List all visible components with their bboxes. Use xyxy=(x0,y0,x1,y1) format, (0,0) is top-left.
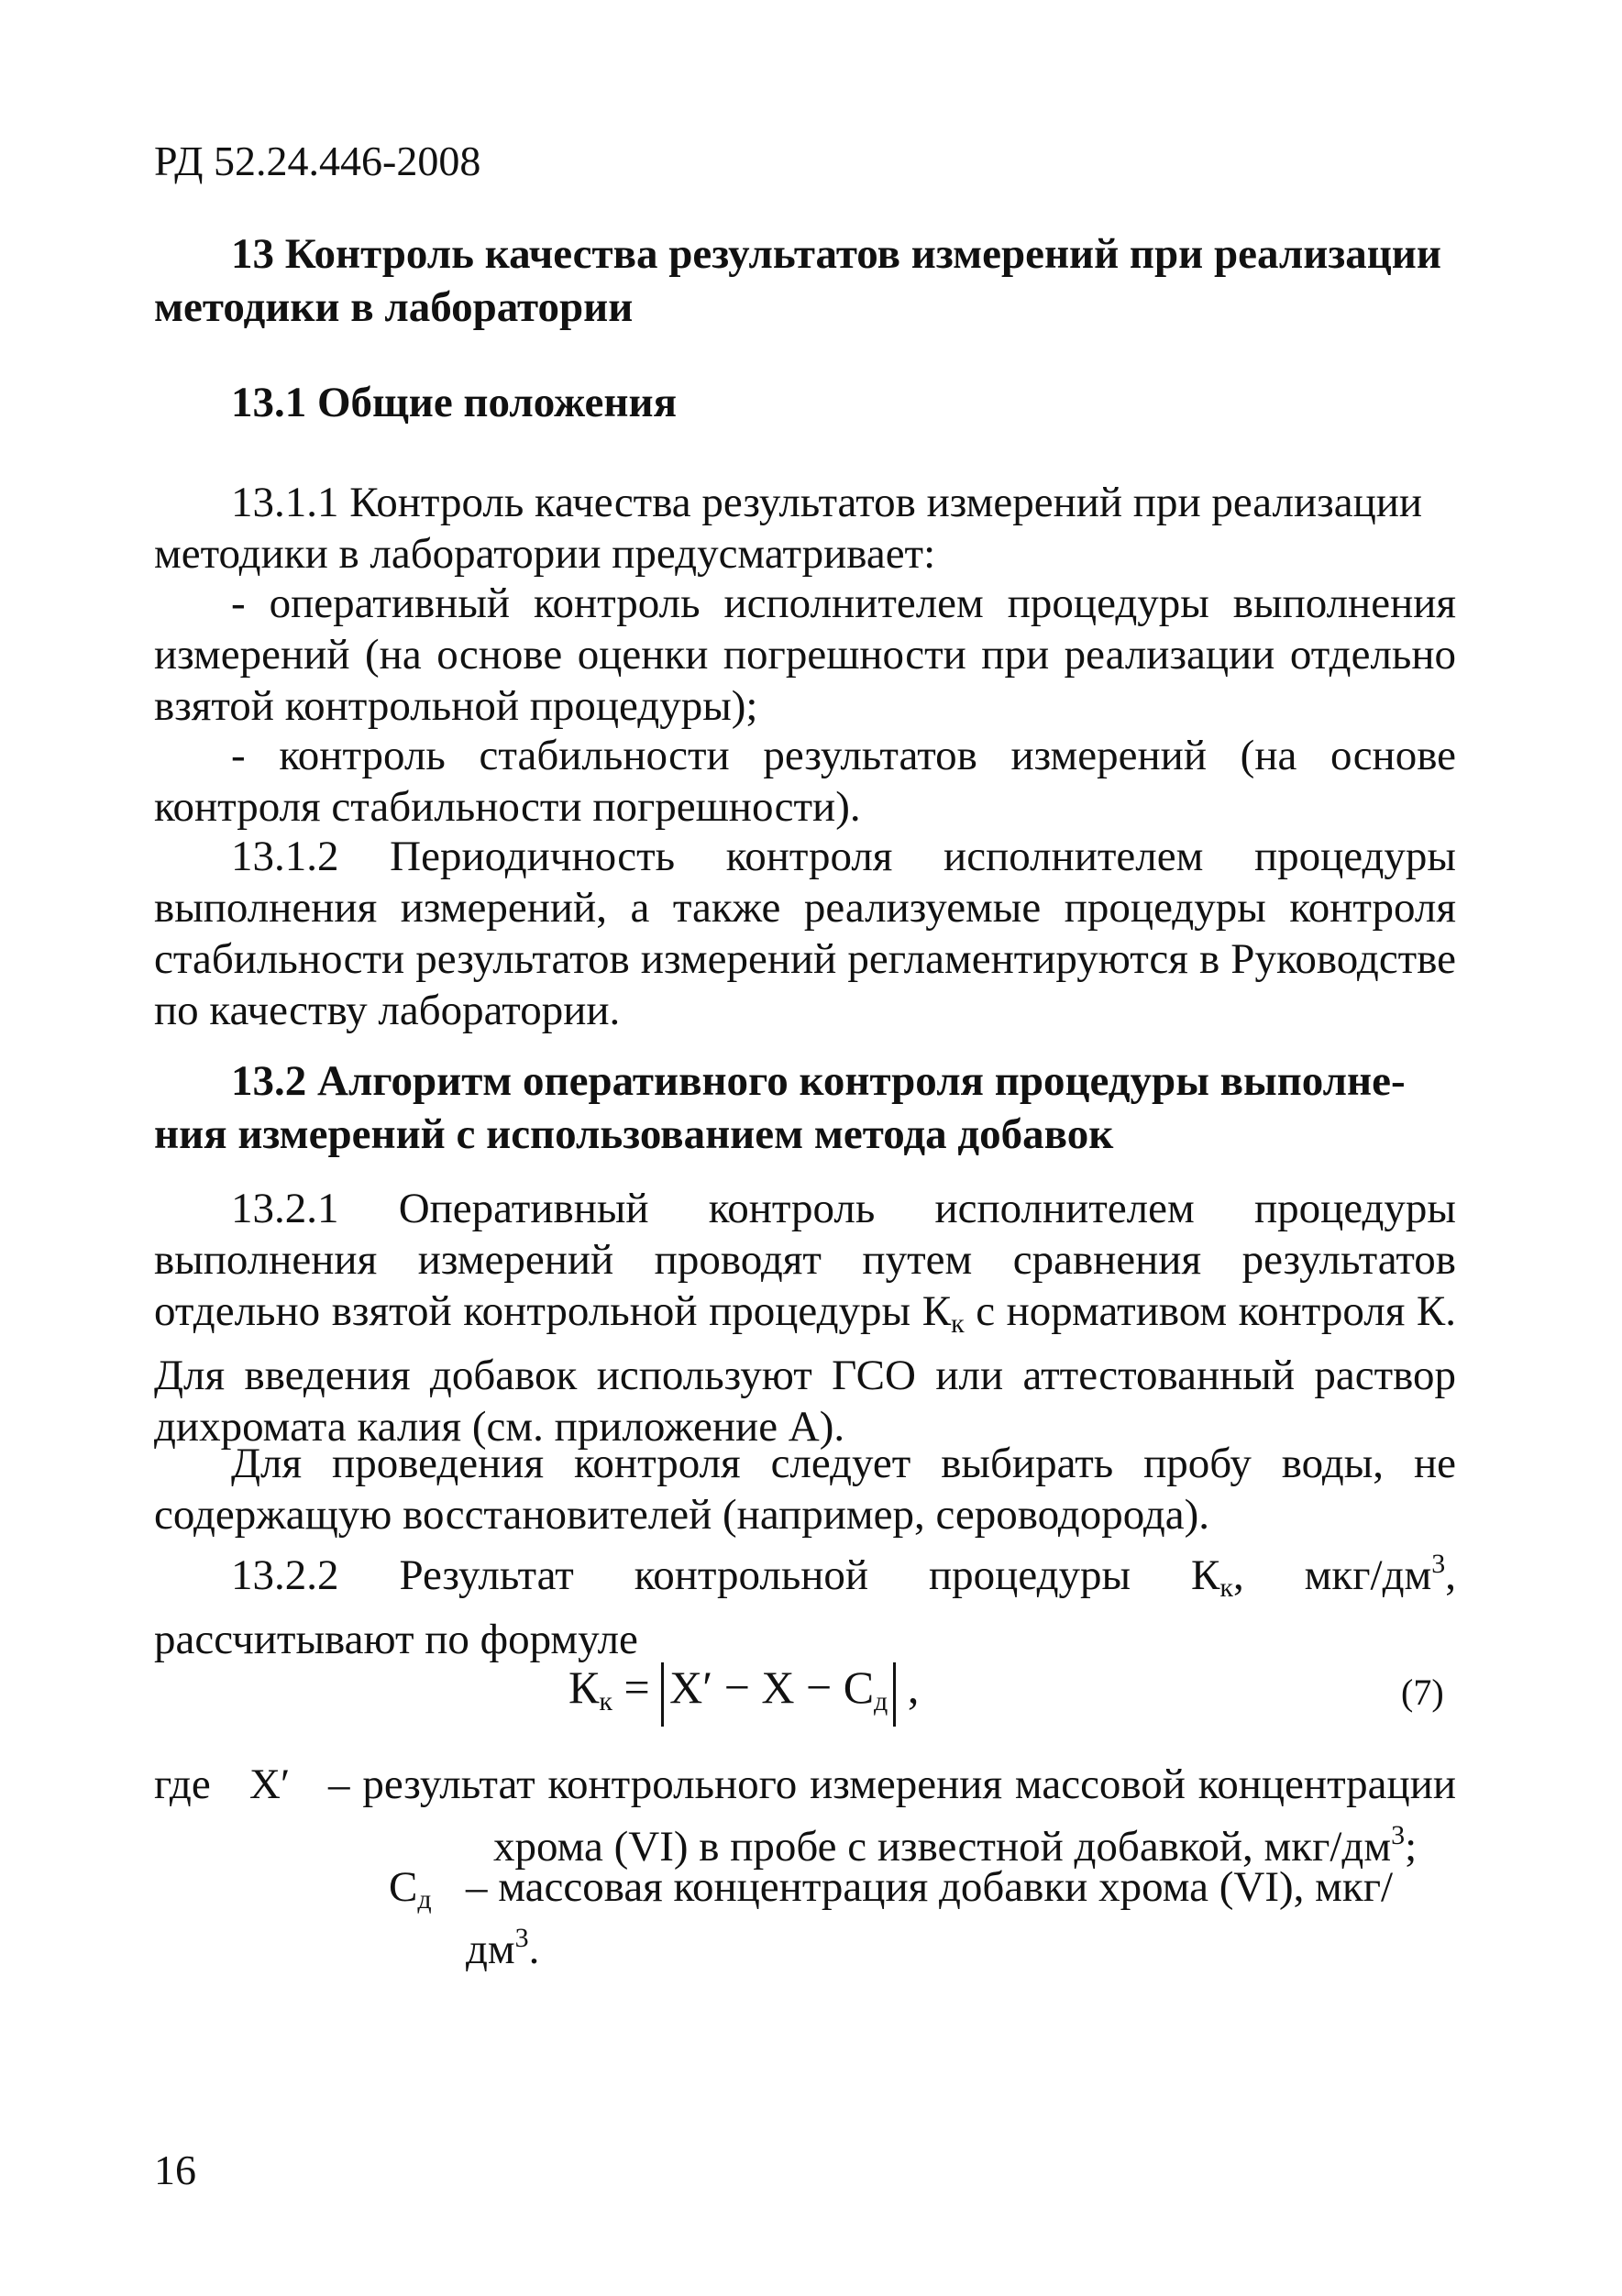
bullet-operational-control: - оперативный контроль исполнителем процедуры выполнения измерений (на основе оценки погрешности при реализации отдельно взятой контрольной процедуры); xyxy=(154,580,1456,730)
section-13-1-heading: 13.1 Общие положения xyxy=(231,379,677,426)
section-13-title-line1: 13 Контроль качества результатов измерений при реализации xyxy=(231,230,1441,278)
absolute-value: $X' - X - С_д$ xyxy=(661,1662,896,1727)
legend-row-x-prime: где X′ – результат контрольного измерения массовой концентрации xyxy=(154,1761,1456,1808)
section-13-2-heading xyxy=(154,1054,1456,1161)
page-number: 16 xyxy=(154,2147,196,2193)
paragraph-13-1-1-line2: методики в лаборатории предусматривает: xyxy=(154,530,936,578)
formula-number: (7) xyxy=(1401,1672,1444,1713)
document-code: РД 52.24.446-2008 xyxy=(154,138,481,184)
section-13-2-title-line2: ния измерений с использованием метода добавок xyxy=(154,1110,1114,1158)
section-13-title-line2: методики в лаборатории xyxy=(154,283,634,331)
paragraph-13-2-2: 13.2.2 Результат контрольной процедуры $К_к$, мкг/$дм^3$, рассчитывают по формуле xyxy=(154,1549,1456,1663)
section-13-heading xyxy=(154,227,1456,334)
paragraph-sample-selection: Для проведения контроля следует выбирать пробу воды, не содержащую восстановителей (например, сероводорода). xyxy=(154,1440,1456,1539)
paragraph-13-1-1 xyxy=(154,477,1456,580)
legend-row-cd: $С_д$ – массовая концентрация добавки хрома (VI), мкг/$дм^3$. xyxy=(389,1863,1394,1973)
paragraph-13-2-1: 13.2.1 Оперативный контроль исполнителем процедуры выполнения измерений проводят путем сравнения результатов отдельно взятой контрольной процедуры $К_к$ с нормативом контроля К. Для введения добавок используют ГСО или аттестованный раствор дихромата калия (см. приложение А). xyxy=(154,1185,1456,1451)
section-13-2-title-line1: 13.2 Алгоритм оперативного контроля процедуры выполне- xyxy=(231,1057,1406,1105)
formula-legend xyxy=(154,1759,1456,1973)
paragraph-13-1-1-line1: 13.1.1 Контроль качества результатов измерений при реализации xyxy=(231,479,1423,526)
bullet-stability-control: - контроль стабильности результатов измерений (на основе контроля стабильности погрешности). xyxy=(154,732,1456,831)
legend-row-x-prime-cont: хрома (VI) в пробе с известной добавкой, мкг/$дм^3$; xyxy=(493,1820,1418,1871)
formula-7: $К_к = X' - X - С_д$ , xyxy=(568,1660,919,1729)
paragraph-13-1-2: 13.1.2 Периодичность контроля исполнителем процедуры выполнения измерений, а также реализуемые процедуры контроля стабильности результатов измерений регламентируются в Руководстве по качеству лаборатории. xyxy=(154,833,1456,1034)
